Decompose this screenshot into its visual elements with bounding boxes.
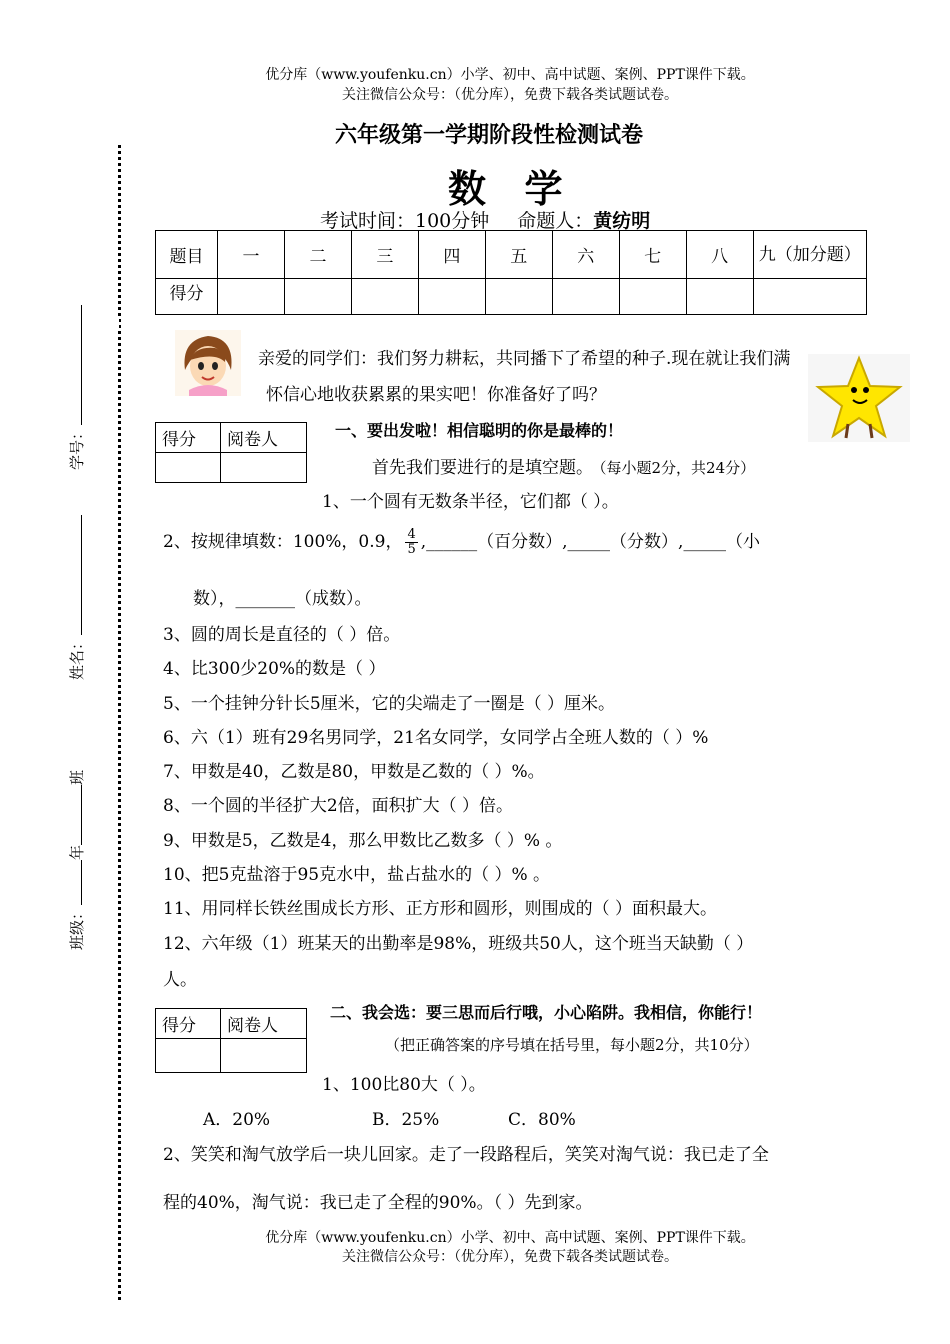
q2-text-a: 2、按规律填数：100%，0.9， bbox=[163, 532, 403, 552]
score-cell[interactable] bbox=[686, 279, 753, 315]
question-1-8: 8、一个圆的半径扩大2倍，面积扩大（ ）倍。 bbox=[163, 796, 514, 816]
fraction-four-fifths bbox=[405, 528, 417, 557]
question-2-2-cont: 程的40%，淘气说：我已走了全程的90%。（ ）先到家。 bbox=[163, 1193, 593, 1213]
star-mascot-icon bbox=[808, 354, 910, 442]
grade-label: 年 bbox=[68, 844, 86, 860]
option-c: C．80% bbox=[508, 1110, 576, 1130]
option-a: A．20% bbox=[203, 1110, 271, 1130]
score-row-label: 得分 bbox=[156, 279, 218, 315]
score-header-cell: 九（加分题） bbox=[753, 231, 866, 279]
question-1-1: 1、一个圆有无数条半径，它们都（ ）。 bbox=[322, 492, 619, 512]
section1-note: （每小题2分，共24分） bbox=[599, 459, 756, 477]
section2-heading: 二、我会选：要三思而后行哦，小心陷阱。我相信，你能行！ bbox=[330, 1003, 763, 1022]
score-header-cell: 六 bbox=[552, 231, 619, 279]
question-1-2 bbox=[163, 527, 760, 557]
mini-score-label: 得分 bbox=[156, 423, 221, 453]
question-2-1: 1、100比80大（ ）。 bbox=[322, 1075, 486, 1095]
question-1-7: 7、甲数是40，乙数是80，甲数是乙数的（ ）%。 bbox=[163, 762, 545, 782]
question-1-2-cont: 数），_______（成数）。 bbox=[193, 589, 372, 609]
side-class bbox=[66, 770, 87, 950]
question-1-6: 6、六（1）班有29名男同学，21名女同学，女同学占全班人数的（ ）% bbox=[163, 728, 709, 748]
mini-score-cell[interactable] bbox=[156, 453, 221, 483]
student-no-label: 学号： bbox=[68, 424, 86, 470]
score-header-cell: 七 bbox=[619, 231, 686, 279]
mini-reviewer-cell[interactable] bbox=[221, 1039, 307, 1073]
section2-note: （把正确答案的序号填在括号里，每小题2分，共10分） bbox=[385, 1036, 759, 1054]
score-header-cell: 三 bbox=[351, 231, 418, 279]
fraction-numerator: 4 bbox=[407, 527, 416, 542]
score-header-cell: 二 bbox=[284, 231, 351, 279]
score-cell[interactable] bbox=[552, 279, 619, 315]
exam-subject: 数 学 bbox=[448, 166, 567, 211]
question-1-4: 4、比300少20%的数是（ ） bbox=[163, 659, 386, 679]
student-no-field[interactable] bbox=[81, 305, 82, 425]
score-cell[interactable] bbox=[218, 279, 285, 315]
fraction-denominator: 5 bbox=[407, 542, 416, 557]
score-cell[interactable] bbox=[485, 279, 552, 315]
question-1-10: 10、把5克盐溶于95克水中，盐占盐水的（ ）% 。 bbox=[163, 865, 551, 885]
name-label: 姓名： bbox=[68, 634, 86, 680]
score-cell[interactable] bbox=[619, 279, 686, 315]
score-cell[interactable] bbox=[753, 279, 866, 315]
q2-text-b: ,______（百分数）,_____（分数）,_____（小 bbox=[420, 532, 760, 552]
mini-reviewer-label: 阅卷人 bbox=[221, 423, 307, 453]
question-1-5: 5、一个挂钟分针长5厘米，它的尖端走了一圈是（ ）厘米。 bbox=[163, 694, 616, 714]
question-1-9: 9、甲数是5，乙数是4，那么甲数比乙数多（ ）% 。 bbox=[163, 831, 563, 851]
ban-label: 班 bbox=[68, 769, 86, 785]
question-1-12: 12、六年级（1）班某天的出勤率是98%，班级共50人，这个班当天缺勤（ ） bbox=[163, 934, 754, 954]
name-field[interactable] bbox=[81, 515, 82, 635]
line-gap bbox=[111, 318, 119, 328]
footer-line-2: 关注微信公众号：（优分库），免费下载各类试题试卷。 bbox=[342, 1249, 678, 1265]
girl-avatar-icon bbox=[175, 330, 241, 396]
footer-line-1: 优分库（www.youfenku.cn）小学、初中、高中试题、案例、PPT课件下载。 bbox=[265, 1230, 755, 1246]
mini-reviewer-cell[interactable] bbox=[221, 453, 307, 483]
question-1-3: 3、圆的周长是直径的（ ）倍。 bbox=[163, 625, 401, 645]
side-student-no bbox=[66, 305, 87, 470]
question-2-2: 2、笑笑和淘气放学后一块儿回家。走了一段路程后，笑笑对淘气说：我已走了全 bbox=[163, 1145, 769, 1165]
grade-field[interactable] bbox=[81, 860, 82, 905]
section1-intro bbox=[372, 453, 755, 478]
option-b: B．25% bbox=[372, 1110, 440, 1130]
exam-title: 六年级第一学期阶段性检测试卷 bbox=[335, 122, 644, 148]
header-line-1: 优分库（www.youfenku.cn）小学、初中、高中试题、案例、PPT课件下载。 bbox=[265, 67, 755, 83]
score-cell[interactable] bbox=[284, 279, 351, 315]
author-name: 黄纺明 bbox=[593, 210, 651, 232]
mini-score-label: 得分 bbox=[156, 1009, 221, 1039]
score-header-cell: 题目 bbox=[156, 231, 218, 279]
author-label: 命题人： bbox=[517, 210, 594, 232]
score-header-cell: 四 bbox=[418, 231, 485, 279]
ban-field[interactable] bbox=[81, 785, 82, 845]
score-cell[interactable] bbox=[351, 279, 418, 315]
header-line-2: 关注微信公众号：（优分库），免费下载各类试题试卷。 bbox=[342, 87, 678, 103]
section1-heading: 一、要出发啦！相信聪明的你是最棒的！ bbox=[335, 421, 624, 440]
greeting-line-1: 亲爱的同学们：我们努力耕耘，共同播下了希望的种子.现在就让我们满 bbox=[258, 349, 791, 369]
class-label: 班级： bbox=[68, 904, 86, 950]
exam-info bbox=[320, 206, 650, 233]
score-cell[interactable] bbox=[418, 279, 485, 315]
score-header-cell: 八 bbox=[686, 231, 753, 279]
question-1-11: 11、用同样长铁丝围成长方形、正方形和圆形，则围成的（ ）面积最大。 bbox=[163, 899, 718, 919]
side-name bbox=[66, 515, 87, 680]
mini-reviewer-label: 阅卷人 bbox=[221, 1009, 307, 1039]
score-header-cell: 一 bbox=[218, 231, 285, 279]
section2-score-box bbox=[155, 1008, 307, 1073]
score-table bbox=[155, 230, 867, 315]
exam-time: 考试时间：100分钟 bbox=[320, 210, 490, 232]
score-header-cell: 五 bbox=[485, 231, 552, 279]
section1-score-box bbox=[155, 422, 307, 483]
section1-intro-text: 首先我们要进行的是填空题。 bbox=[372, 458, 593, 478]
question-1-12-cont: 人。 bbox=[163, 970, 197, 990]
greeting-line-2: 怀信心地收获累累的果实吧！你准备好了吗？ bbox=[266, 385, 606, 405]
mini-score-cell[interactable] bbox=[156, 1039, 221, 1073]
